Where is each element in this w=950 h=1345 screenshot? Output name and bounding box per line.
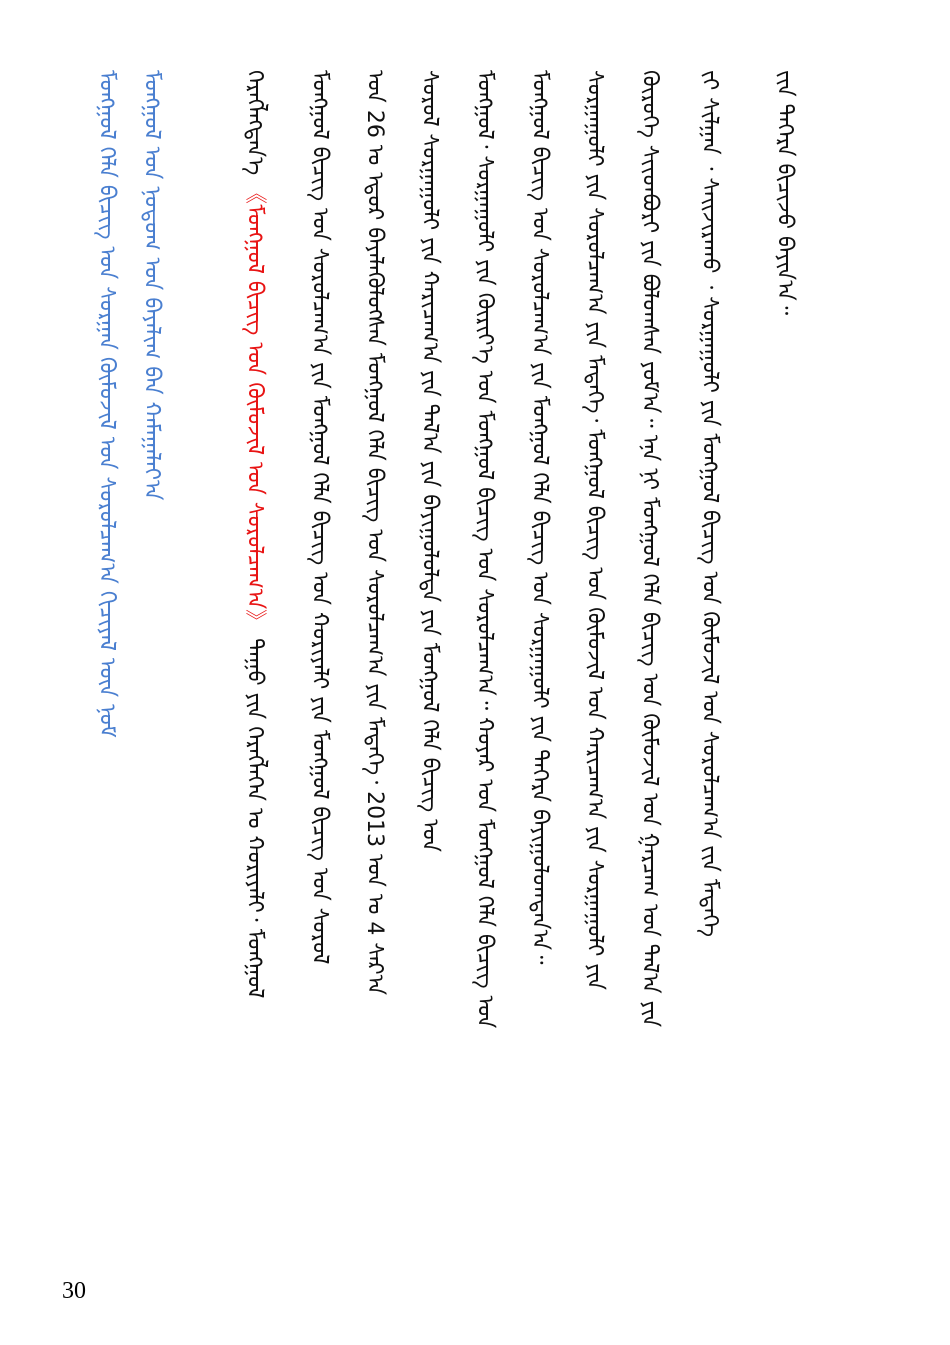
body-column-last — [238, 70, 270, 1300]
body-column-last-after: ᠳᠠᠭᠤ ᠶᠢᠨ ᠬᠡᠷᠡᠭᠯᠡᠭᠡᠨ ᠤ ᠬᠣᠷᠢᠶᠠᠯᠢ᠂ ᠮᠣᠩᠭᠣᠯ — [242, 638, 267, 999]
body-column-3: ᠬᠦᠷᠦᠭᠡ ᠰᠢᠢᠳᠪᠦᠷᠢ ᠶᠢᠨ ᠪᠤᠯᠤᠭᠰᠠᠨ ᠶᠤᠮ᠎ᠠ᠃ ᠡᠨᠡ ᠨᠢ ᠮᠣᠩᠭᠣᠯ ᠬᠡᠯᠡ ᠪᠢᠴᠢᠭ᠌ ᠤᠨ ᠬᠦᠮᠦᠵᠢᠯ ᠤᠨ ᠭᠠᠷᠴᠠᠭ ᠤᠨ ᠲᠠᠯ᠎ᠠ ᠶᠢᠨ — [637, 70, 662, 1028]
book-title-red: 《ᠮᠣᠩᠭᠣᠯ ᠪᠢᠴᠢᠭ᠌ ᠤᠨ ᠬᠦᠮᠦᠵᠢᠯ ᠤᠨ ᠰᠤᠷᠤᠯᠴᠠᠭ᠎ᠠ》 — [242, 182, 267, 632]
header-line-2: ᠮᠣᠩᠭᠣᠯ ᠤᠨ ᠨᠤᠲᠤᠭ ᠤᠨ ᠪᠠᠶᠠᠯᠢᠭ ᠪᠠᠨ ᠬᠠᠮᠠᠭᠠᠯᠠᠶ᠎ᠠ — [139, 70, 164, 501]
body-column-8: ᠤᠨ 26 ᠤ ᠡᠳᠦᠷ ᠪᠡᠶᠡᠯᠡᠭᠦᠯᠦᠭᠰᠡᠨ ᠮᠣᠩᠭᠣᠯ ᠬᠡᠯᠡ ᠪᠢᠴᠢᠭ᠌ ᠤᠨ ᠰᠤᠷᠤᠯᠴᠠᠭ᠎ᠠ ᠶᠢᠨ ᠮᠡᠳᠡᠭᠡ᠂ 2013 ᠣᠨ ᠤ 4 ᠰᠠᠷ᠎ᠠ — [362, 70, 387, 996]
body-column-7: ᠰᠤᠷᠤᠯ ᠰᠤᠷᠭᠠᠭᠤᠯᠢ ᠶᠢᠨ ᠬᠠᠷᠢᠴᠠᠭ᠎ᠠ ᠶᠢᠨ ᠲᠠᠯ᠎ᠠ ᠶᠢᠨ ᠪᠠᠶᠢᠭᠤᠯᠤᠯᠲᠠ ᠶᠢᠨ ᠮᠣᠩᠭᠣᠯ ᠬᠡᠯᠡ ᠪᠢᠴᠢᠭ᠌ ᠤᠨ — [417, 70, 442, 852]
body-column-9: ᠮᠣᠩᠭᠣᠯ ᠪᠢᠴᠢᠭ᠌ ᠤᠨ ᠰᠤᠷᠤᠯᠴᠠᠭ᠎ᠠ ᠶᠢᠨ ᠮᠣᠩᠭᠣᠯ ᠬᠡᠯᠡ ᠪᠢᠴᠢᠭ᠌ ᠤᠨ ᠬᠣᠷᠢᠶᠠᠯᠢ ᠶᠢᠨ ᠮᠣᠩᠭᠣᠯ ᠪᠢᠴᠢᠭ᠌ ᠤᠨ ᠰᠤᠷᠤᠯ — [307, 70, 332, 965]
body-column-4: ᠰᠤᠷᠭᠠᠭᠤᠯᠢ ᠶᠢᠨ ᠰᠤᠷᠤᠯᠴᠠᠭ᠎ᠠ ᠶᠢᠨ ᠮᠡᠳᠡᠭᠡ᠂ ᠮᠣᠩᠭᠣᠯ ᠪᠢᠴᠢᠭ᠌ ᠤᠨ ᠬᠦᠮᠦᠵᠢᠯ ᠤᠨ ᠬᠠᠷᠢᠴᠠᠭ᠎ᠠ ᠶᠢᠨ ᠰᠤᠷᠭᠠᠭᠤᠯᠢ ᠶᠢᠨ — [582, 70, 607, 990]
body-column-1: ᠵᠢᠨ ᠳᠡᠭᠡᠷᠡ ᠪᠢᠴᠢᠵᠦ ᠪᠠᠶᠢᠨ᠎ᠠ᠃ — [772, 70, 797, 316]
body-column-5: ᠮᠣᠩᠭᠣᠯ ᠪᠢᠴᠢᠭ᠌ ᠤᠨ ᠰᠤᠷᠤᠯᠴᠠᠭ᠎ᠠ ᠶᠢᠨ ᠮᠣᠩᠭᠣᠯ ᠬᠡᠯᠡ ᠪᠢᠴᠢᠭ᠌ ᠤᠨ ᠰᠤᠷᠭᠠᠭᠤᠯᠢ ᠶᠢᠨ ᠳᠡᠭᠡᠷᠡ ᠪᠠᠶᠢᠭᠤᠯᠤᠭᠳᠠᠨ᠎ᠠ᠃ — [527, 70, 552, 965]
page-number: 30 — [62, 1278, 86, 1304]
body-column-2: ᠵᠢ ᠰᠢᠯᠭᠠᠨ ᠂ ᠰᠠᠢᠵᠢᠷᠠᠬᠤ ᠂ ᠰᠤᠷᠭᠠᠭᠤᠯᠢ ᠶᠢᠨ ᠮᠣᠩᠭᠣᠯ ᠪᠢᠴᠢᠭ᠌ ᠤᠨ ᠬᠦᠮᠦᠵᠢᠯ ᠤᠨ ᠰᠤᠷᠤᠯᠴᠠᠭ᠎ᠠ ᠵᠢᠨ ᠮᠡᠳᠡᠭᠡ — [697, 70, 722, 938]
body-column-6: ᠮᠣᠩᠭᠣᠯ᠂ ᠰᠤᠷᠭᠠᠭᠤᠯᠢ ᠶᠢᠨ ᠬᠦᠷᠢᠶ᠎ᠡ ᠤᠨ ᠮᠣᠩᠭᠣᠯ ᠪᠢᠴᠢᠭ᠌ ᠤᠨ ᠰᠤᠷᠤᠯᠴᠠᠭ᠎ᠠ᠃ ᠬᠣᠶᠠᠷ ᠤᠨ ᠮᠣᠩᠭᠣᠯ ᠬᠡᠯᠡ ᠪᠢᠴᠢᠭ᠌ ᠤᠨ — [472, 70, 497, 1029]
header-line-1: ᠮᠣᠩᠭᠣᠯ ᠬᠡᠯᠡ ᠪᠢᠴᠢᠭ᠌ ᠤᠨ ᠰᠤᠷᠭᠠᠨ ᠬᠦᠮᠦᠵᠢᠯ ᠤᠨ ᠰᠤᠷᠤᠯᠴᠠᠭ᠎ᠠ ᠬᠢᠴᠢᠶᠡᠯ ᠦᠨ ᠨᠣᠮ — [94, 70, 119, 738]
body-column-last-before: ᠬᠡᠷᠡᠭᠯᠡᠭᠳᠡᠨ᠎ᠡ — [242, 70, 267, 176]
